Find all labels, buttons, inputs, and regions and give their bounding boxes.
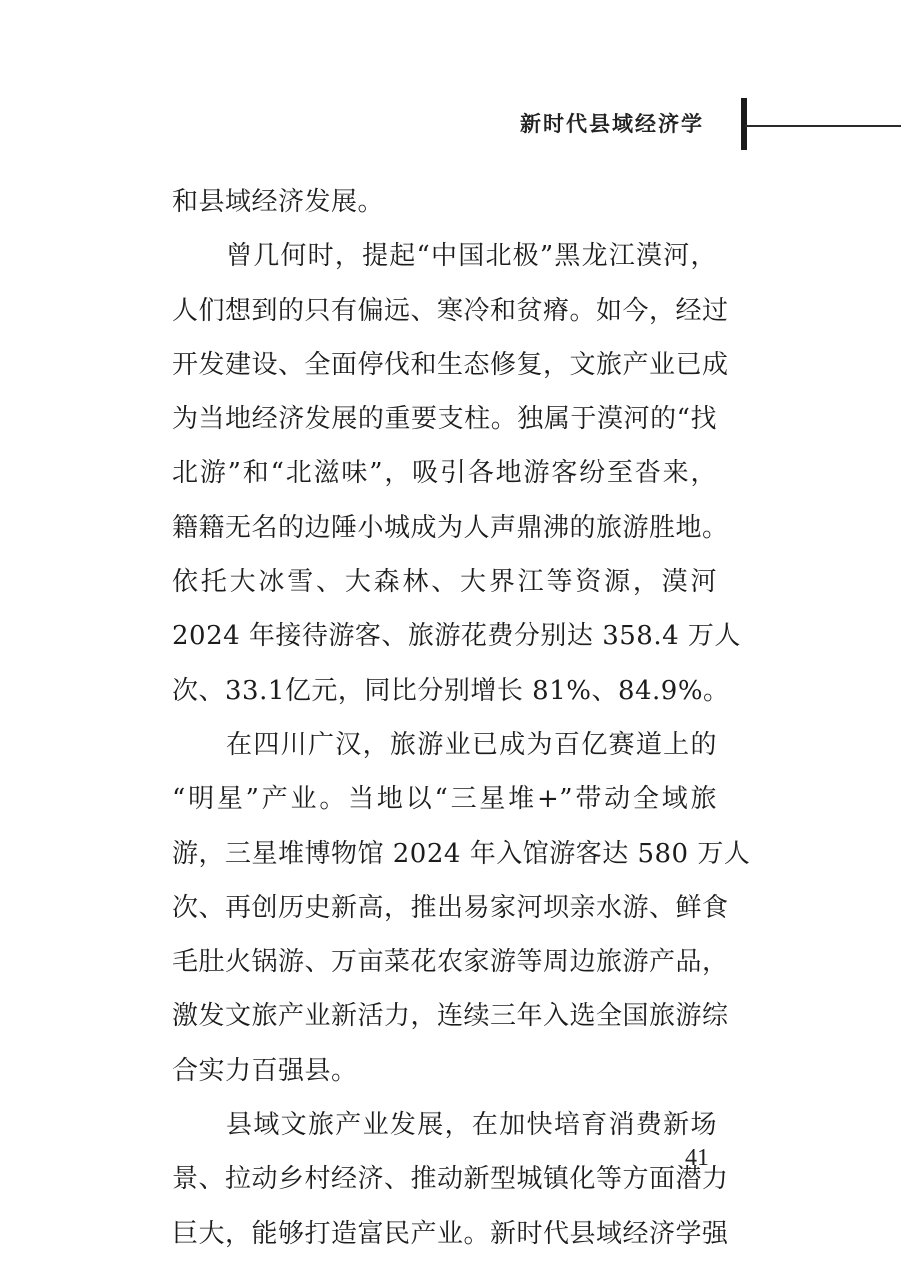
page-number: 41 xyxy=(685,1145,709,1171)
text-line: 巨大，能够打造富民产业。新时代县域经济学强 xyxy=(172,1218,729,1249)
running-head: 新时代县域经济学 xyxy=(520,112,704,136)
text-line: 和县域经济发展。 xyxy=(172,187,385,217)
text-line: 人们想到的只有偏远、寒冷和贫瘠。如今，经过 xyxy=(172,295,729,326)
text-line: 依托大冰雪、大森林、大界江等资源，漠河 xyxy=(172,567,717,598)
text-line: “明星”产业。当地以“三星堆+”带动全域旅 xyxy=(172,784,717,815)
text-line: 激发文旅产业新活力，连续三年入选全国旅游综 xyxy=(172,1001,729,1032)
text-line: 曾几何时，提起“中国北极”黑龙江漠河， xyxy=(226,241,717,272)
text-line: 2024 年接待游客、旅游花费分别达 358.4 万人 xyxy=(172,621,741,652)
body-text xyxy=(172,175,751,1261)
text-line: 次、33.1亿元，同比分别增长 81%、84.9%。 xyxy=(172,675,730,706)
text-line: 次、再创历史新高，推出易家河坝亲水游、鲜食 xyxy=(172,892,729,923)
text-line: 在四川广汉，旅游业已成为百亿赛道上的 xyxy=(226,729,717,760)
text-line: 籍籍无名的边陲小城成为人声鼎沸的旅游胜地。 xyxy=(172,512,729,543)
text-line: 为当地经济发展的重要支柱。独属于漠河的“找 xyxy=(172,404,717,435)
text-line: 北游”和“北滋味”，吸引各地游客纷至沓来， xyxy=(172,458,717,489)
text-line: 游，三星堆博物馆 2024 年入馆游客达 580 万人 xyxy=(172,838,751,869)
text-line: 景、拉动乡村经济、推动新型城镇化等方面潜力 xyxy=(172,1164,729,1195)
header-rule xyxy=(745,125,901,127)
header-vertical-bar xyxy=(741,98,747,150)
text-line: 合实力百强县。 xyxy=(172,1055,358,1086)
text-line: 县域文旅产业发展，在加快培育消费新场 xyxy=(226,1110,717,1141)
text-line: 毛肚火锅游、万亩菜花农家游等周边旅游产品， xyxy=(172,947,729,978)
text-line: 开发建设、全面停伐和生态修复，文旅产业已成 xyxy=(172,349,729,380)
